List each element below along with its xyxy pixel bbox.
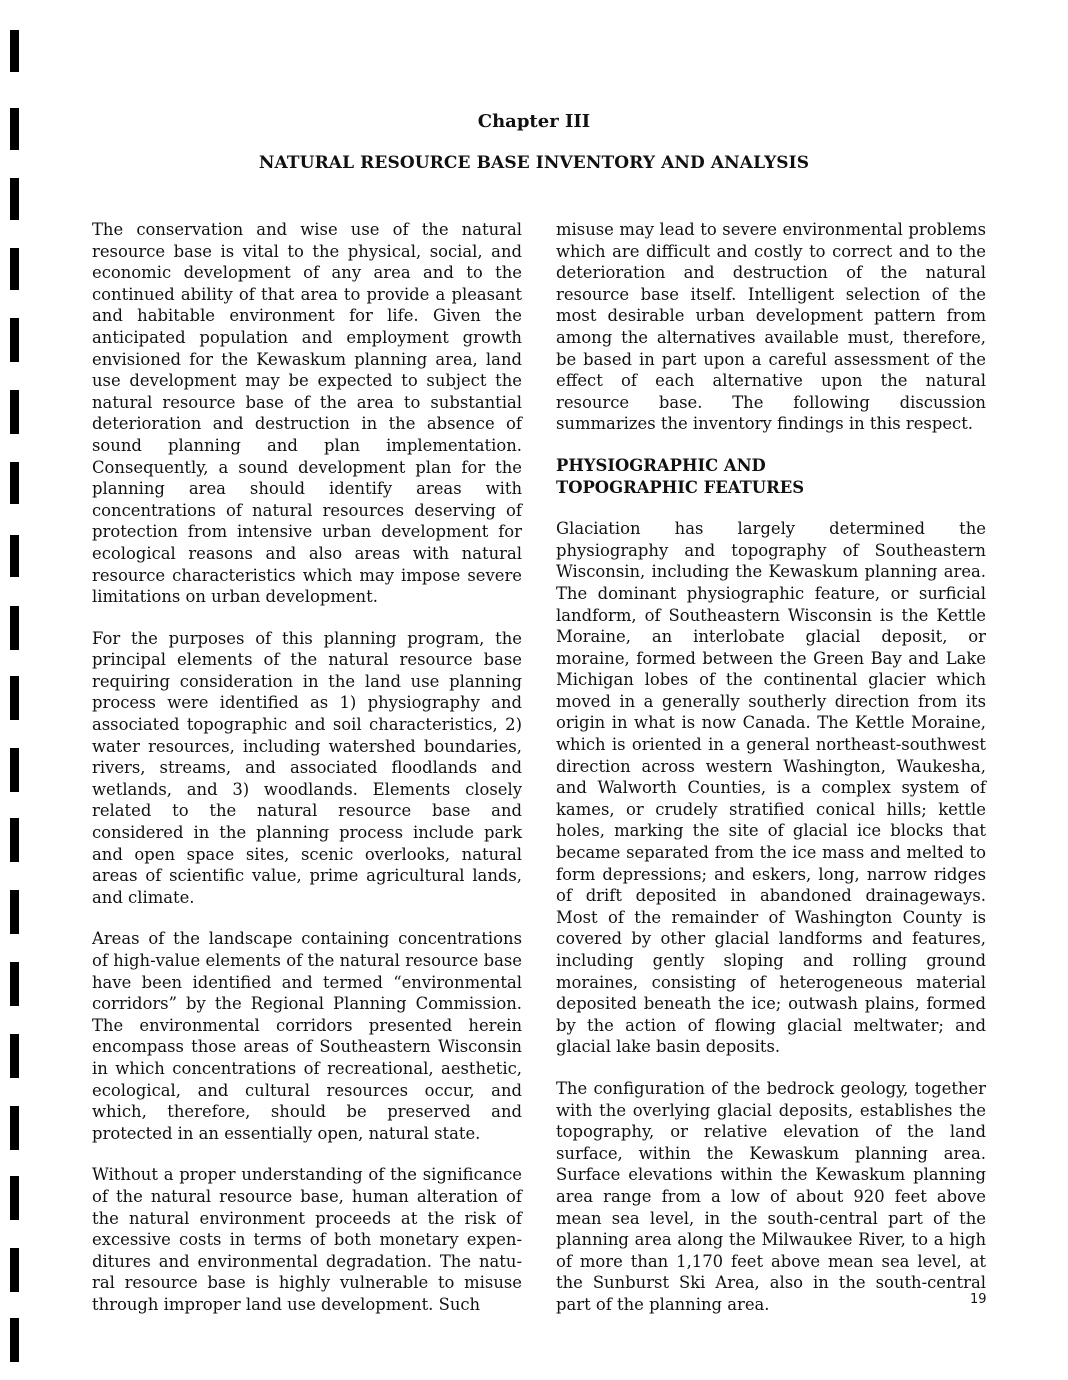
binder-mark bbox=[10, 248, 19, 290]
chapter-title: NATURAL RESOURCE BASE INVENTORY AND ANALYSIS bbox=[258, 153, 810, 173]
body-paragraph: Areas of the landscape containing concentrations of high-value elements of the natural resource base have been identified and termed “environmental corridors” by the Regional Planning Commission. The environmental corridors presented herein encompass those areas of Southeastern Wisconsin in which concentrations of recreational, aesthetic, ecological, and cultural resources occur, and which, therefore, should be preserved and protected in an essentially open, natural state. bbox=[92, 929, 522, 1143]
page-number: 19 bbox=[970, 1292, 987, 1307]
binder-mark bbox=[10, 1106, 19, 1150]
binder-mark bbox=[10, 178, 19, 220]
chapter-label: Chapter III bbox=[477, 111, 591, 132]
body-paragraph: Without a proper understanding of the significance of the natural resource base, human alteration of the natural environment proceeds at the risk of excessive costs in terms of both monetary expenditures and environmental degradation. The natural resource base is highly vulnerable to misuse through improper land use development. Such bbox=[92, 1165, 522, 1314]
binder-hole-marks bbox=[10, 0, 20, 1380]
binder-mark bbox=[10, 818, 19, 862]
binder-mark bbox=[10, 606, 19, 650]
binder-mark bbox=[10, 676, 19, 720]
right-column bbox=[556, 219, 986, 1336]
binder-mark bbox=[10, 462, 19, 504]
binder-mark bbox=[10, 1034, 19, 1078]
body-paragraph: The conservation and wise use of the natural resource base is vital to the physical, social, and economic development of any area and to the continued ability of that area to provide a pleasant and habitable environment for life. Given the anticipated population and employment growth envisioned for the Kewaskum planning area, land use development may be expected to subject the natural resource base of the area to substantial deterioration and destruction in the absence of sound planning and plan implementation. Consequently, a sound development plan for the planning area should identify areas with concentrations of natural resources deserving of protection from intensive urban development for ecological reasons and also areas with natural resource characteristics which may impose severe limitations on urban development. bbox=[92, 220, 522, 607]
binder-mark bbox=[10, 890, 19, 934]
body-paragraph: misuse may lead to severe environmental problems which are difficult and costly to correct and to the deterioration and destruction of the natural resource base itself. Intelligent selection of the most desirable urban development pattern from among the alternatives available must, therefore, be based in part upon a careful assessment of the effect of each alternative upon the natural resource base. The following discussion summarizes the inventory findings in this respect. bbox=[556, 220, 986, 434]
binder-mark bbox=[10, 748, 19, 792]
section-heading: PHYSIOGRAPHIC AND TOPOGRAPHIC FEATURES bbox=[556, 455, 805, 497]
binder-mark bbox=[10, 30, 19, 72]
binder-mark bbox=[10, 1176, 19, 1220]
binder-mark bbox=[10, 1318, 19, 1362]
binder-mark bbox=[10, 1248, 19, 1292]
binder-mark bbox=[10, 535, 19, 577]
binder-mark bbox=[10, 318, 19, 362]
body-paragraph: Glaciation has largely determined the physiography and topography of Southeastern Wisconsin, including the Kewaskum planning area. The dominant physiographic feature, or surficial landform, of Southeastern Wisconsin is the Kettle Moraine, an interlobate glacial deposit, or moraine, formed between the Green Bay and Lake Michigan lobes of the continental glacier which moved in a generally southerly direction from its origin in what is now Canada. The Kettle Moraine, which is oriented in a general northeast-southwest direction across western Washington, Waukesha, and Walworth Counties, is a complex system of kames, or crudely stratified conical hills; kettle holes, marking the site of glacial ice blocks that became separated from the ice mass and melted to form depressions; and eskers, long, narrow ridges of drift deposited in abandoned drainageways. Most of the remainder of Washington County is covered by other glacial landforms and features, including gently sloping and rolling ground moraines, consisting of heterogeneous material deposited beneath the ice; outwash plains, formed by the action of flowing glacial meltwater; and glacial lake basin deposits. bbox=[556, 519, 986, 1057]
body-paragraph: The configuration of the bedrock geology, together with the overlying glacial deposits, establishes the topography, or relative elevation of the land surface, within the Kewaskum planning area. Surface elevations within the Kewaskum planning area range from a low of about 920 feet above mean sea level, in the south-central part of the planning area along the Milwaukee River, to a high of more than 1,170 feet above mean sea level, at the Sunburst Ski Area, also in the south-central part of the planning area. bbox=[556, 1078, 986, 1314]
binder-mark bbox=[10, 390, 19, 434]
left-column bbox=[92, 219, 522, 1336]
binder-mark bbox=[10, 962, 19, 1006]
body-paragraph: For the purposes of this planning program, the principal elements of the natural resource base requiring consideration in the land use planning process were identified as 1) physiography and associated topographic and soil characteristics, 2) water resources, including watershed boundaries, rivers, streams, and associated floodlands and wetlands, and 3) woodlands. Elements closely related to the natural resource base and considered in the planning process include park and open space sites, scenic overlooks, natural areas of scientific value, prime agricultural lands, and climate. bbox=[92, 628, 522, 907]
